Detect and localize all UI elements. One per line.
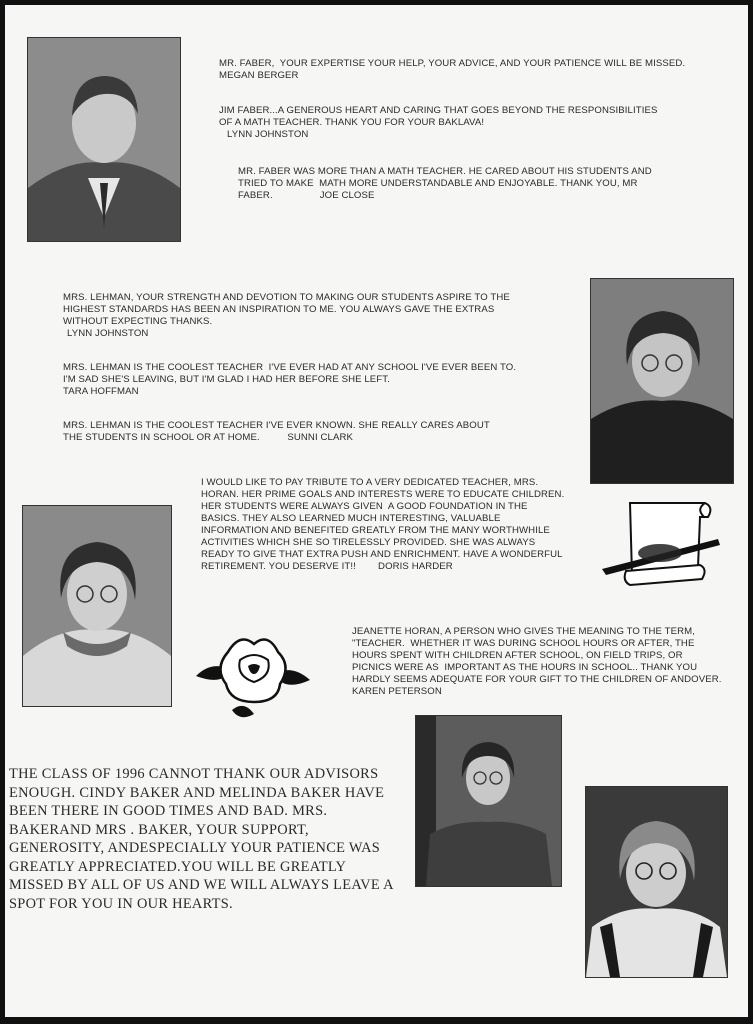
signature: DORIS HARDER [378, 561, 453, 572]
signature: JOE CLOSE [319, 190, 375, 201]
horan-photo [22, 505, 172, 707]
yearbook-page [5, 5, 748, 1017]
faber-tribute-3: MR. FABER WAS MORE THAN A MATH TEACHER. HE CARED ABOUT HIS STUDENTS AND TRIED TO MAKE MATH MORE UNDERSTANDABLE AND ENJOYABLE. THANK YOU, MR FABER. JOE CLOSE [238, 166, 655, 201]
signature: LYNN JOHNSTON [227, 129, 309, 140]
faber-photo [27, 37, 181, 242]
lehman-tribute-2: MRS. LEHMAN IS THE COOLEST TEACHER I'VE EVER HAD AT ANY SCHOOL I'VE EVER BEEN TO. I'M SAD SHE'S LEAVING, BUT I'M GLAD I HAD HER BEFORE SHE LEFT. TARA HOFFMAN [63, 362, 519, 397]
signature: MEGAN BERGER [219, 70, 299, 81]
lehman-photo [590, 278, 734, 484]
diploma-scroll-clipart [600, 495, 725, 600]
signature: SUNNI CLARK [287, 432, 353, 443]
horan-tribute-2: JEANETTE HORAN, A PERSON WHO GIVES THE MEANING TO THE TERM, "TEACHER. WHETHER IT WAS DURING SCHOOL HOURS OR AFTER, THE HOURS SPENT WITH CHILDREN AFTER SCHOOL, ON FIELD TRIPS, OR PICNICS WERE AS IMPORTANT AS THE HOURS IN SCHOOL.. THANK YOU HARDLY SEEMS ADEQUATE FOR YOUR GIFT TO THE CHILDREN OF ANDOVER. KAREN PETERSON [352, 626, 722, 697]
signature: TARA HOFFMAN [63, 386, 139, 397]
advisor-photo-1 [415, 715, 562, 887]
faber-tribute-1: MR. FABER, YOUR EXPERTISE YOUR HELP, YOUR ADVICE, AND YOUR PATIENCE WILL BE MISSED. MEGAN BERGER [219, 58, 686, 81]
faber-tribute-2: JIM FABER...A GENEROUS HEART AND CARING THAT GOES BEYOND THE RESPONSIBILITIES OF A MATH TEACHER. THANK YOU FOR YOUR BAKLAVA! LYNN JOHNSTON [219, 105, 664, 141]
advisor-photo-2 [585, 786, 728, 978]
advisors-tribute: THE CLASS OF 1996 CANNOT THANK OUR ADVISORS ENOUGH. CINDY BAKER AND MELINDA BAKER HAVE BEEN THERE IN GOOD TIMES AND BAD. MRS. BAKERAND MRS . BAKER, YOUR SUPPORT, GENEROSITY, ANDESPECIALLY YOUR PATIENCE WAS GREATLY APPRECIATED.YOU WILL BE GREATLY MISSED BY ALL OF US AND WE WILL ALWAYS LEAVE A SPOT FOR YOU IN OUR HEARTS. [9, 766, 393, 912]
flower-clipart [192, 630, 314, 722]
signature: LYNN JOHNSTON [67, 328, 149, 339]
signature: KAREN PETERSON [352, 686, 442, 697]
lehman-tribute-1: MRS. LEHMAN, YOUR STRENGTH AND DEVOTION TO MAKING OUR STUDENTS ASPIRE TO THE HIGHEST STANDARDS HAS BEEN AN INSPIRATION TO ME. YOU ALWAYS GAVE THE EXTRAS WITHOUT EXPECTING THANKS. LYNN JOHNSTON [63, 292, 533, 340]
lehman-tribute-3: MRS. LEHMAN IS THE COOLEST TEACHER I'VE EVER KNOWN. SHE REALLY CARES ABOUT THE STUDENTS IN SCHOOL OR AT HOME. SUNNI CLARK [63, 420, 493, 443]
horan-tribute-1: I WOULD LIKE TO PAY TRIBUTE TO A VERY DEDICATED TEACHER, MRS. HORAN. HER PRIME GOALS AND INTERESTS WERE TO EDUCATE CHILDREN. HER STUDENTS WERE ALWAYS GIVEN A GOOD FOUNDATION IN THE BASICS. THEY ALSO LEARNED MUCH INTERESTING, VALUABLE INFORMATION AND BENEFITED GREATLY FROM THE MANY WORTHWHILE ACTIVITIES WHICH SHE SO TIRELESSLY PROVIDED. SHE WAS ALWAYS READY TO GIVE THAT EXTRA PUSH AND ENRICHMENT. HAVE A WONDERFUL RETIREMENT. YOU DESERVE IT!! DORIS HARDER [201, 477, 568, 572]
